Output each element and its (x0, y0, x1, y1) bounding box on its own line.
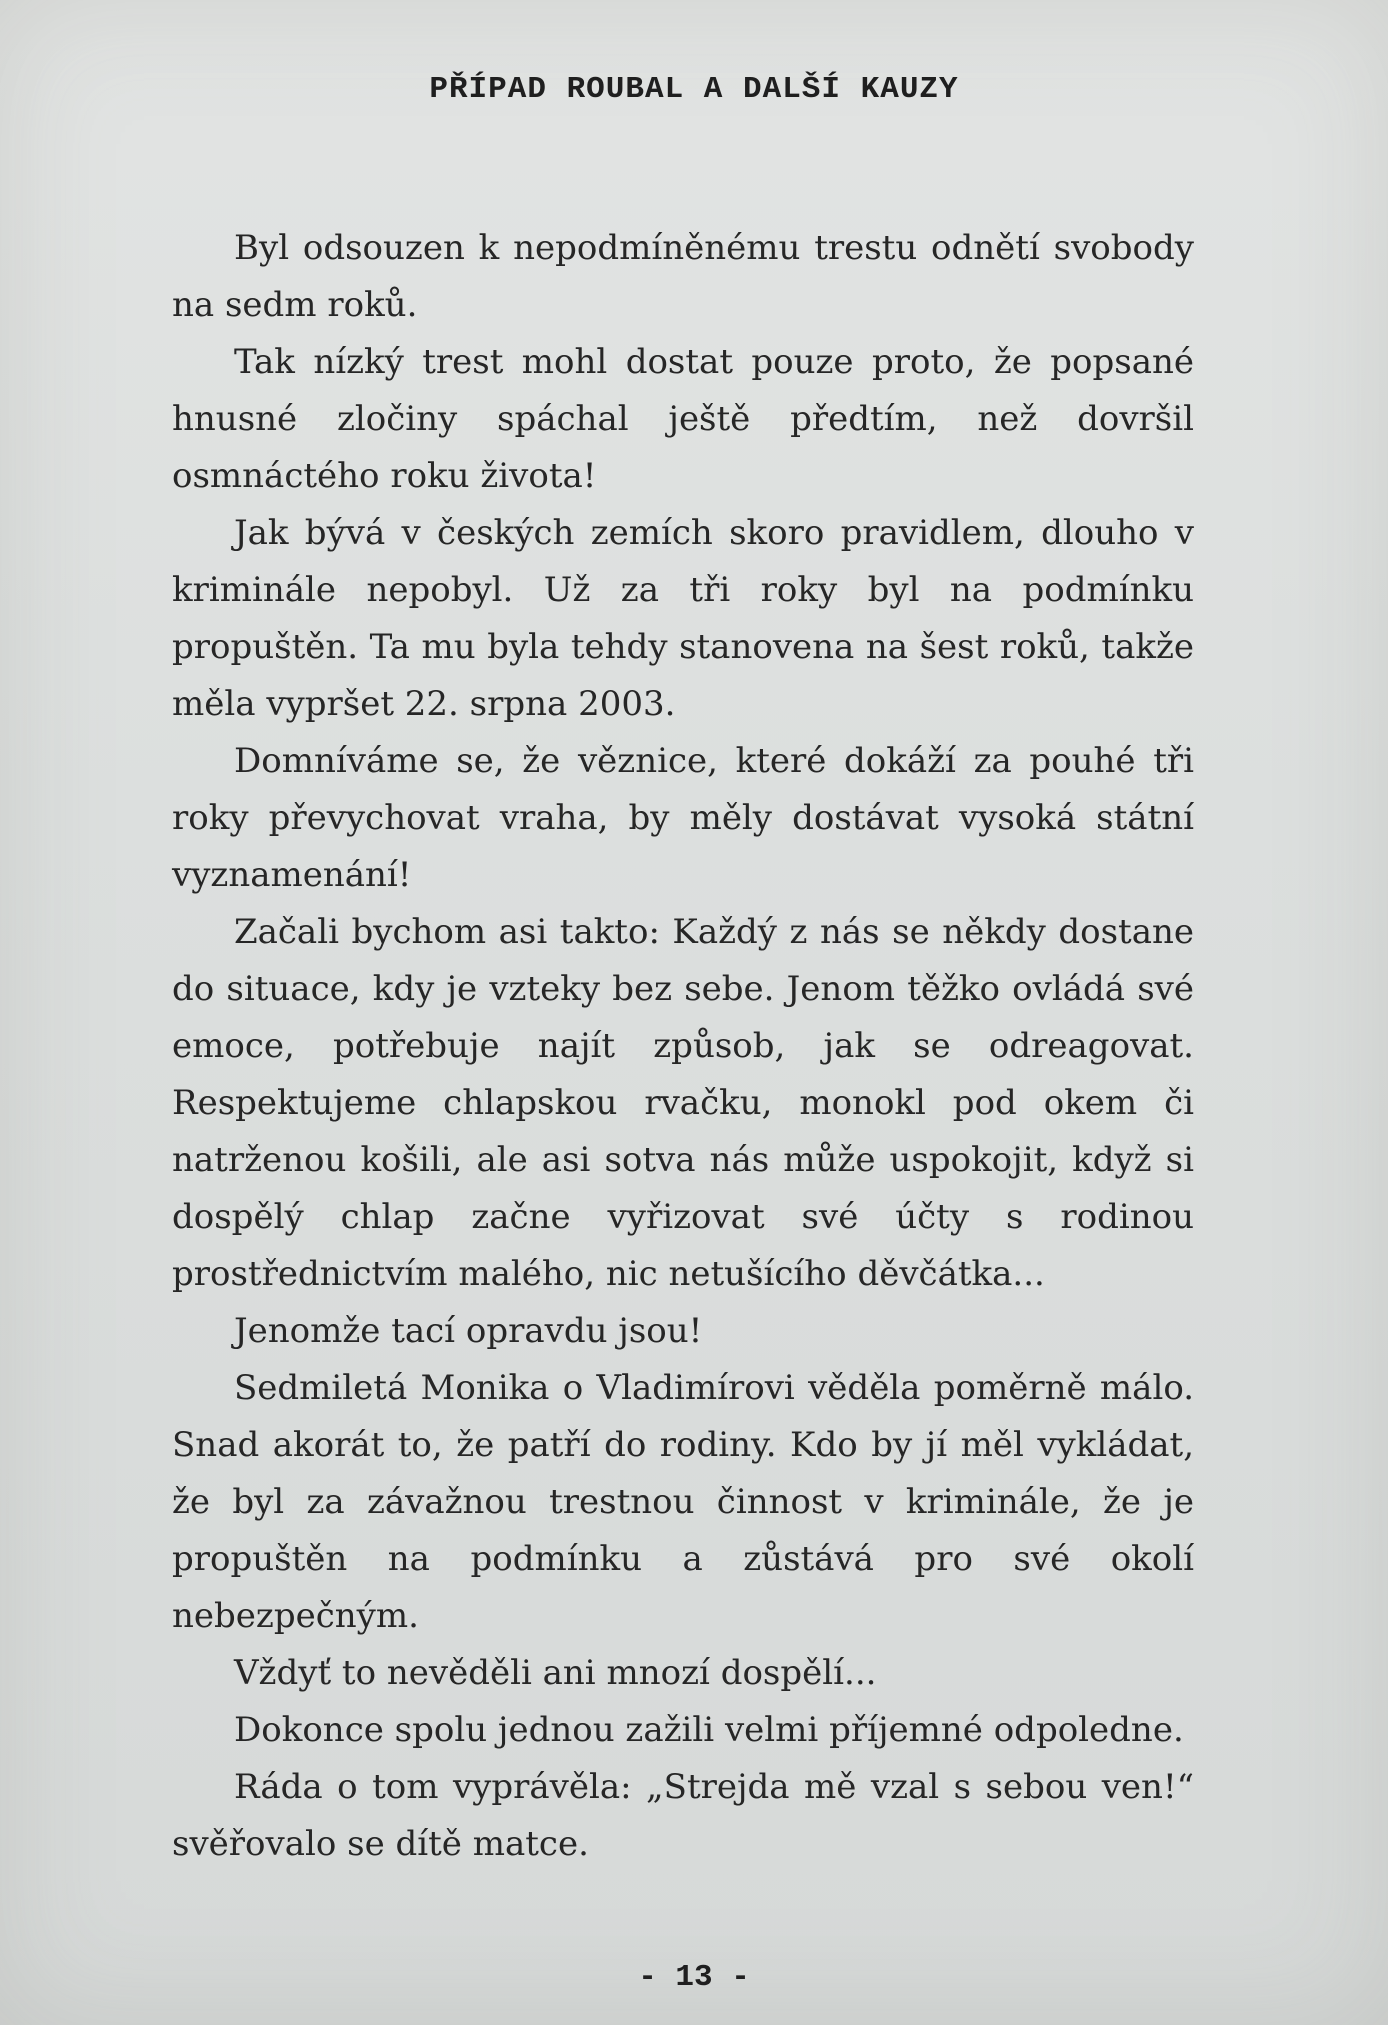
paragraph: Byl odsouzen k nepodmíněnému trestu odnětí svobody na sedm roků. (172, 228, 1194, 325)
running-title: PŘÍPAD ROUBAL A DALŠÍ KAUZY (429, 72, 959, 107)
paragraph: Dokonce spolu jednou zažili velmi příjemné odpoledne. (234, 1710, 1184, 1750)
paragraph: Sedmiletá Monika o Vladimírovi věděla poměrně málo. Snad akorát to, že patří do rodiny. Kdo by jí měl vykládat, že byl za závažnou trestnou činnost v kriminále, že je propuštěn na podmínku a zůstává pro své okolí nebezpečným. (172, 1368, 1194, 1636)
paragraph: Tak nízký trest mohl dostat pouze proto, že popsané hnusné zločiny spáchal ještě předtím, než dovršil osmnáctého roku života! (172, 342, 1194, 496)
page-number: - 13 - (638, 1960, 750, 1995)
paragraph: Jenomže tací opravdu jsou! (234, 1311, 703, 1351)
paragraph: Ráda o tom vyprávěla: „Strejda mě vzal s sebou ven!“ svěřovalo se dítě matce. (172, 1767, 1194, 1864)
paragraph: Začali bychom asi takto: Každý z nás se někdy dostane do situace, kdy je vzteky bez sebe. Jenom těžko ovládá své emoce, potřebuje najít způsob, jak se odreagovat. Respektujeme chlapskou rvačku, monokl pod okem či natrženou košili, ale asi sotva nás může uspokojit, když si dospělý chlap začne vyřizovat své účty s rodinou prostřednictvím malého, nic netušícího děvčátka... (172, 912, 1194, 1294)
body-text (172, 220, 1194, 1873)
paragraph: Vždyť to nevěděli ani mnozí dospělí... (234, 1653, 877, 1693)
paragraph: Domníváme se, že věznice, které dokáží za pouhé tři roky převychovat vraha, by měly dostávat vysoká státní vyznamenání! (172, 741, 1194, 895)
paragraph: Jak bývá v českých zemích skoro pravidlem, dlouho v kriminále nepobyl. Už za tři roky byl na podmínku propuštěn. Ta mu byla tehdy stanovena na šest roků, takže měla vypršet 22. srpna 2003. (172, 513, 1194, 724)
